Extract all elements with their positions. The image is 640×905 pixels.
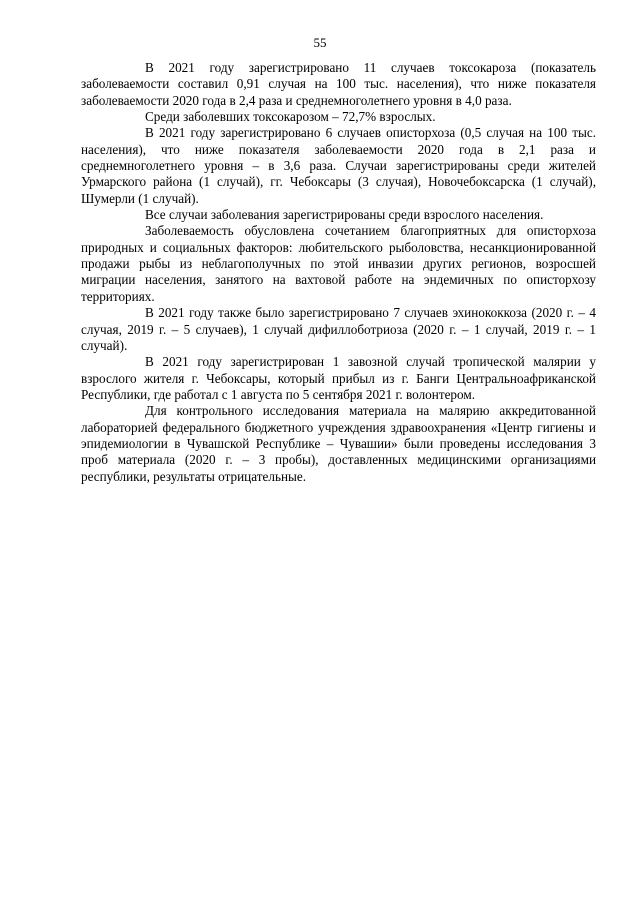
paragraph-adult-population: Все случаи заболевания зарегистрированы среди взрослого населения. <box>145 207 544 223</box>
paragraph-malaria-lab-testing: Для контрольного исследования материала на малярию аккредитованной лабораторией федерального бюджетного учреждения здравоохранения «Центр гигиены и эпидемиологии в Чувашской Республике – Чувашии» были проведены исследования 3 проб материала (2020 г. – 3 пробы), доставленных медицинскими организациями республики, результаты отрицательные. <box>81 403 596 484</box>
page-number: 55 <box>313 35 327 50</box>
paragraph-opisthorchiasis: В 2021 году зарегистрировано 6 случаев описторхоза (0,5 случая на 100 тыс. населения), что ниже показателя заболеваемости 2020 года в 2,1 раза и среднемноголетнего уровня – в 3,6 раза. Случаи зарегистрированы среди жителей Урмарского района (1 случай), гг. Чебоксары (3 случая), Новочебоксарска (1 случай), Шумерли (1 случай). <box>81 125 596 206</box>
paragraph-factors: Заболеваемость обусловлена сочетанием благоприятных для описторхоза природных и социальных факторов: любительского рыболовства, несанкционированной продажи рыбы из неблагополучных по этой инвазии других регионов, возросшей миграции населения, занятого на вахтовой работе на эндемичных по описторхозу территориях. <box>81 223 596 304</box>
paragraph-toxocariasis: В 2021 году зарегистрировано 11 случаев токсокароза (показатель заболеваемости составил 0,91 случая на 100 тыс. населения), что ниже показателя заболеваемости 2020 года в 2,4 раза и среднемноголетнего уровня в 4,0 раза. <box>81 60 596 108</box>
paragraph-toxocariasis-adults: Среди заболевших токсокарозом – 72,7% взрослых. <box>145 109 436 125</box>
paragraph-echinococcosis: В 2021 году также было зарегистрировано 7 случаев эхинококкоза (2020 г. – 4 случая, 2019 г. – 5 случаев), 1 случай дифиллоботриоза (2020 г. – 1 случай, 2019 г. – 1 случай). <box>81 305 596 353</box>
paragraph-malaria-case: В 2021 году зарегистрирован 1 завозной случай тропической малярии у взрослого жителя г. Чебоксары, который прибыл из г. Банги Центральноафриканской Республики, где работал с 1 августа по 5 сентября 2021 г. волонтером. <box>81 354 596 402</box>
document-body <box>81 60 596 485</box>
